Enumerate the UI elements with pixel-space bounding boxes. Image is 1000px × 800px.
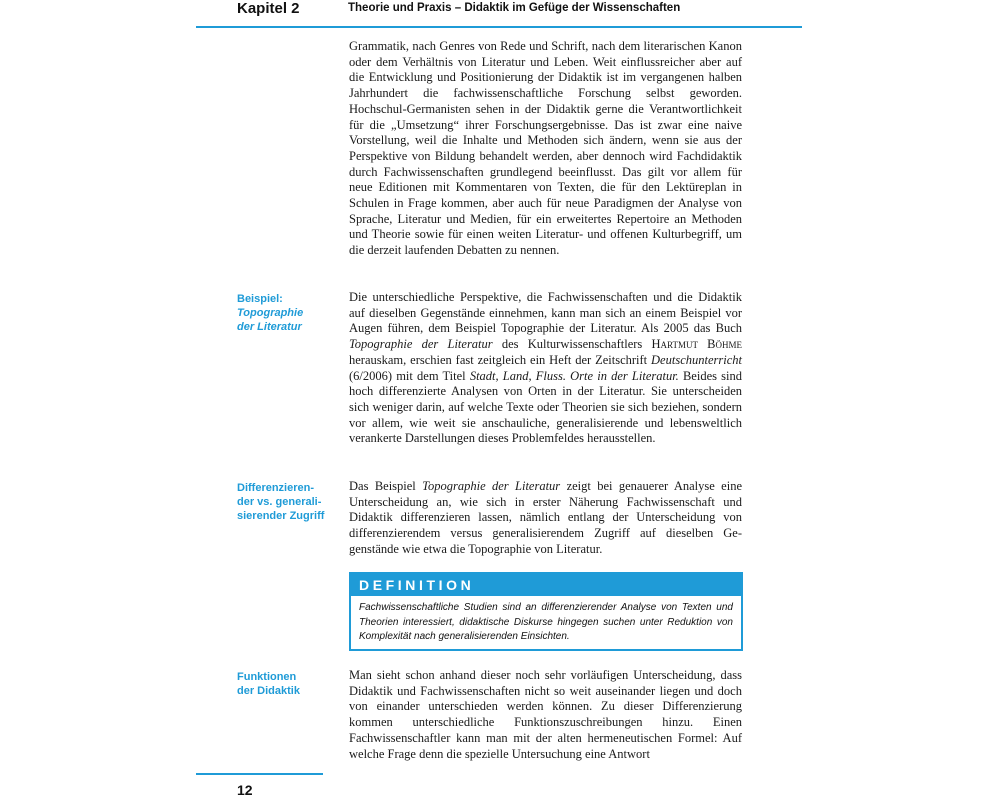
running-title: Theorie und Praxis – Didaktik im Gefüge der Wissenschaften <box>348 2 681 14</box>
text-run: Beides sind hoch differenzierte Analysen von Orten in der Literatur. Sie unterscheiden sich weniger darin, auf welche Texte oder Theorien sie sich beziehen, sondern vor allem, wie weit sie anschauliche, generalisierende und lebensweltlich verankerte Darstellungen dieses Problemfeldes herausstellen. <box>349 368 742 446</box>
paragraph-1-text: Grammatik, nach Genres von Rede und Schrift, nach dem literarischen Kanon oder dem Verhältnis von Literatur und Leben. Weit einflussreicher aber auf die Entwicklung und Positionierung der Didaktik ist im vergangenen halben Jahrhundert die fachwissenschaftliche Forschung selbst geworden. Hochschul-Germanisten sehen in der Didaktik gerne die Verantwortlichkeit für die „Umsetzung“ ihrer Forschungsergebnisse. Das ist zwar eine naive Vorstellung, weil die Inhalte und Methoden sich ändern, wenn sie aus der Perspektive von Bildung behandelt werden, aber dennoch wird Fachdidaktik durch Fachwissenschaften grundlegend beeinflusst. Das gilt vor allem für neue Editionen mit Kommentaren von Texten, die für den Lektüreplan in Schulen in Frage kommen, aber auch für neue Paradigmen der Analyse von Sprache, Literatur und Medien, für ein erweitertes Repertoire an Methoden und Theorie sowie für einen weiten Literatur- und offenen Kulturbegriff, um die derzeit laufenden Debatten zu nennen. <box>349 39 742 258</box>
margin-note-line: sierender Zugriff <box>237 510 325 522</box>
definition-heading: DEFINITION <box>351 574 741 596</box>
text-run: Die unterschiedliche Perspektive, die Fachwissenschaften und die Didaktik auf dieselben Gegenstände einnehmen, kann man sich an einem Beispiel vor Augen führen, dem Beispiel Topographie der Literatur. Als 2005 das Buch <box>349 290 742 336</box>
text-run: zeigt bei genauerer Analyse eine Unterscheidung an, wie sich in erster Näherung Fachwissenschaft und Didaktik differenzieren lassen, nämlich entlang der Unterscheidung von differenzierendem versus generalisierendem Zugriff auf dieselben Gegenstände wie etwa die Topographie von Literatur. <box>349 479 742 556</box>
margin-note-line: der Literatur <box>237 321 302 333</box>
book-title: Topographie der Literatur <box>422 479 561 493</box>
text-run: Das Beispiel <box>349 479 423 493</box>
margin-note-line: Topographie <box>237 307 304 319</box>
page-header <box>196 0 802 28</box>
chapter-label: Kapitel 2 <box>237 0 300 17</box>
paragraph-2 <box>349 290 742 447</box>
issue-title: Stadt, Land, Fluss. Orte in der Literatur. <box>469 368 679 383</box>
margin-note-funktionen <box>237 670 337 698</box>
margin-note-beispiel <box>237 292 337 334</box>
author-name: Hartmut Böhme <box>651 337 742 352</box>
text-run: des Kulturwissenschaftlers <box>492 337 652 352</box>
definition-text: Fachwissenschaftliche Studien sind an differenzierender Analyse von Texten und Theorien interessiert, didaktische Diskurse hingegen suchen unter Reduktion von Komplexität nach generalisierenden Einsichten. <box>359 602 733 642</box>
margin-note-line: Differenzieren- <box>237 482 315 494</box>
paragraph-4 <box>349 668 742 762</box>
paragraph-4-text: Man sieht schon anhand dieser noch sehr vorläufigen Unterscheidung, dass Didaktik und Fachwissenschaften nicht so weit auseinander liegen und doch von einander unterschieden werden können. Zu dieser Differenzierung kommen unterschiedliche Funktionszuschreibungen hinzu. Einen Fachwissenschaftler kann man mit der alten hermeneutischen Formel: Auf welche Frage denn die spezielle Untersuchung eine Antwort <box>349 668 742 761</box>
text-run: herauskam, erschien fast zeitgleich ein Heft der Zeitschrift <box>349 352 652 367</box>
paragraph-2-text <box>349 290 742 447</box>
paragraph-3 <box>349 479 742 558</box>
journal-title: Deutschunterricht <box>651 352 742 367</box>
margin-note-label: Beispiel: <box>237 293 283 305</box>
paragraph-3-text <box>349 479 742 558</box>
margin-note-differenzierend <box>237 481 337 523</box>
margin-note-line: der Didaktik <box>237 685 300 697</box>
definition-box <box>349 572 743 651</box>
book-title: Topographie der Literatur <box>349 337 493 352</box>
footer-rule <box>196 773 323 775</box>
margin-note-line: Funktionen <box>237 671 297 683</box>
text-run: (6/2006) mit dem Titel <box>349 368 470 383</box>
margin-note-line: der vs. generali- <box>237 496 322 508</box>
page-number: 12 <box>237 782 253 798</box>
paragraph-1 <box>349 39 742 259</box>
